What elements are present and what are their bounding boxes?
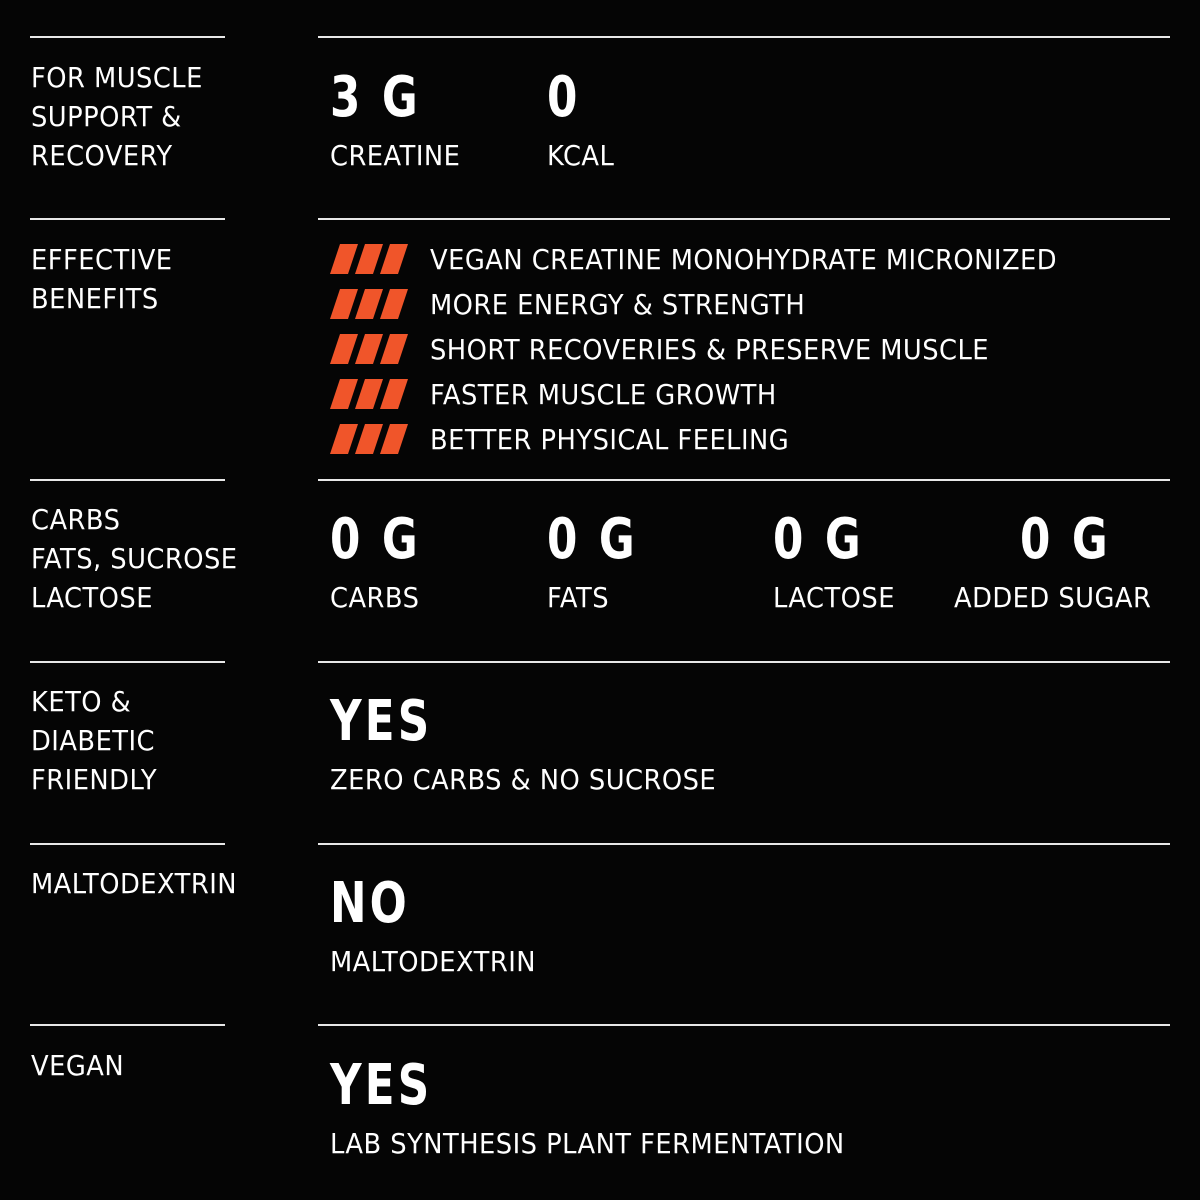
divider-right [318,843,1170,845]
keto-value: YES [330,689,433,754]
benefit-text: SHORT RECOVERIES & PRESERVE MUSCLE [430,332,990,366]
vegan-value: YES [330,1053,433,1118]
section-label-keto [31,682,279,799]
label-line: DIABETIC [31,724,156,757]
stat-caption-fats: FATS [547,581,610,614]
label-line: SUPPORT & [31,100,182,133]
label-line: CARBS [31,503,121,536]
section-label-maltodextrin [31,864,279,903]
maltodextrin-caption: MALTODEXTRIN [330,945,536,978]
benefit-item [330,331,1038,367]
label-line: VEGAN [31,1049,125,1082]
divider-left [30,661,225,663]
stat-caption-lactose: LACTOSE [773,581,895,614]
label-line: EFFECTIVE [31,243,173,276]
label-line: FATS, SUCROSE [31,542,238,575]
stat-caption-kcal: KCAL [547,139,615,172]
divider-right [318,1024,1170,1026]
section-label-macros [31,500,279,617]
stripes-icon [330,379,408,409]
section-label-vegan [31,1046,279,1085]
divider-left [30,36,225,38]
vegan-caption: LAB SYNTHESIS PLANT FERMENTATION [330,1127,845,1160]
divider-left [30,479,225,481]
benefit-item [330,376,807,412]
stripes-icon [330,244,408,274]
stripes-icon [330,334,408,364]
stat-value-creatine: 3 G [330,65,421,130]
label-line: KETO & [31,685,132,718]
stat-caption-added-sugar: ADDED SUGAR [954,581,1152,614]
divider-right [318,36,1170,38]
divider-right [318,661,1170,663]
label-line: BENEFITS [31,282,159,315]
label-line: LACTOSE [31,581,153,614]
divider-left [30,1024,225,1026]
label-line: MALTODEXTRIN [31,867,237,900]
stat-value-fats: 0 G [547,507,638,572]
divider-right [318,479,1170,481]
benefit-text: BETTER PHYSICAL FEELING [430,422,790,456]
section-label-muscle [31,58,279,175]
keto-caption: ZERO CARBS & NO SUCROSE [330,763,717,796]
benefit-text: VEGAN CREATINE MONOHYDRATE MICRONIZED [430,242,1058,276]
label-line: RECOVERY [31,139,173,172]
stat-value-lactose: 0 G [773,507,864,572]
benefit-text: MORE ENERGY & STRENGTH [430,287,806,321]
divider-left [30,218,225,220]
stat-caption-creatine: CREATINE [330,139,461,172]
stat-value-carbs: 0 G [330,507,421,572]
stripes-icon [330,289,408,319]
benefit-text: FASTER MUSCLE GROWTH [430,377,777,411]
stat-value-kcal: 0 [547,65,581,130]
benefit-item [330,286,838,322]
benefit-item [330,241,1112,277]
section-label-benefits [31,240,279,318]
stripes-icon [330,424,408,454]
divider-left [30,843,225,845]
divider-right [318,218,1170,220]
stat-caption-carbs: CARBS [330,581,420,614]
label-line: FRIENDLY [31,763,158,796]
stat-value-added-sugar: 0 G [1020,507,1111,572]
label-line: FOR MUSCLE [31,61,203,94]
benefit-item [330,421,820,457]
maltodextrin-value: NO [330,871,410,936]
